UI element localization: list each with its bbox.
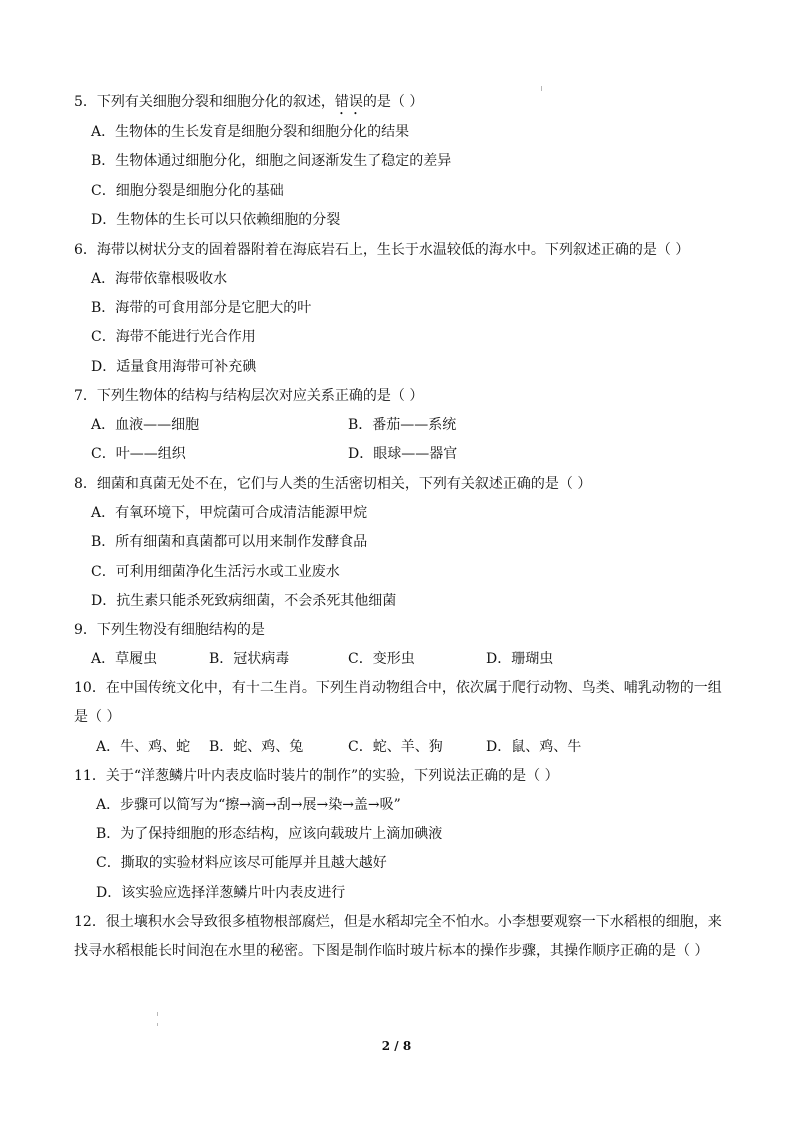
q5-option-b: B．生物体通过细胞分化，细胞之间逐渐发生了稳定的差异 [91,153,452,169]
q8-option-b: B．所有细菌和真菌都可以用来制作发酵食品 [91,534,368,550]
scan-speck [541,86,542,91]
page-number: 2 / 8 [381,1039,412,1053]
q10-option-b: B．蛇、鸡、兔 [209,739,304,755]
q10-option-d: D．鼠、鸡、牛 [486,739,582,755]
q12-stem-line2: 找寻水稻根能长时间泡在水里的秘密。下图是制作临时玻片标本的操作步骤，其操作顺序正确的是（ ） [74,943,709,959]
q7-option-b: B．番茄——系统 [348,417,457,433]
q5-emphasis: 错误 [334,94,363,110]
q11-option-b: B．为了保持细胞的形态结构，应该向载玻片上滴加碘液 [96,826,443,842]
q7-option-d: D．眼球——器官 [348,446,458,462]
q11-option-a: A．步骤可以简写为“擦→滴→刮→展→染→盖→吸” [96,797,401,813]
q11-stem: 11．关于“洋葱鳞片叶内表皮临时装片的制作”的实验，下列说法正确的是（ ） [74,768,559,784]
q8-option-c: C．可利用细菌净化生活污水或工业废水 [91,564,340,580]
q5-option-a: A．生物体的生长发育是细胞分裂和细胞分化的结果 [91,124,410,140]
scan-speck [157,1023,158,1026]
q7-option-a: A．血液——细胞 [91,417,200,433]
q7-option-c: C．叶——组织 [91,446,186,462]
q9-option-b: B．冠状病毒 [209,651,290,667]
q5-stem-text: 5．下列有关细胞分裂和细胞分化的叙述， [74,94,335,110]
q12-stem-line1: 12．很土壤积水会导致很多植物根部腐烂，但是水稻却完全不怕水。小李想要观察一下水稻根的细胞，来 [74,914,722,930]
q5-option-d: D．生物体的生长可以只依赖细胞的分裂 [91,212,341,228]
q6-option-a: A．海带依靠根吸收水 [91,271,228,287]
q11-option-c: C．撕取的实验材料应该尽可能厚并且越大越好 [96,855,387,871]
q10-option-c: C．蛇、羊、狗 [348,739,443,755]
q10-option-a: A．牛、鸡、蛇 [96,739,191,755]
q9-option-d: D．珊瑚虫 [486,651,554,667]
scan-speck [157,1012,158,1016]
q6-option-d: D．适量食用海带可补充碘 [91,359,257,375]
q8-stem: 8．细菌和真菌无处不在，它们与人类的生活密切相关，下列有关叙述正确的是（ ） [74,476,592,492]
q7-stem: 7．下列生物体的结构与结构层次对应关系正确的是（ ） [74,388,424,404]
q9-option-c: C．变形虫 [348,651,415,667]
q10-stem-line1: 10．在中国传统文化中，有十二生肖。下列生肖动物组合中，依次属于爬行动物、鸟类、哺乳动物的一组 [74,680,722,696]
q5-stem-tail: 的是（ ） [362,94,424,110]
q5-option-c: C．细胞分裂是细胞分化的基础 [91,183,284,199]
q5-stem [74,92,423,118]
q6-option-c: C．海带不能进行光合作用 [91,329,256,345]
q8-option-d: D．抗生素只能杀死致病细菌，不会杀死其他细菌 [91,593,397,609]
q9-stem: 9．下列生物没有细胞结构的是 [74,622,265,638]
q9-option-a: A．草履虫 [91,651,158,667]
q8-option-a: A．有氧环境下，甲烷菌可合成清洁能源甲烷 [91,505,368,521]
q11-option-d: D．该实验应选择洋葱鳞片叶内表皮进行 [96,885,346,901]
q10-stem-line2: 是（ ） [74,709,121,725]
q6-option-b: B．海带的可食用部分是它肥大的叶 [91,300,312,316]
q6-stem: 6．海带以树状分支的固着器附着在海底岩石上，生长于水温较低的海水中。下列叙述正确的是（ ） [74,242,690,258]
